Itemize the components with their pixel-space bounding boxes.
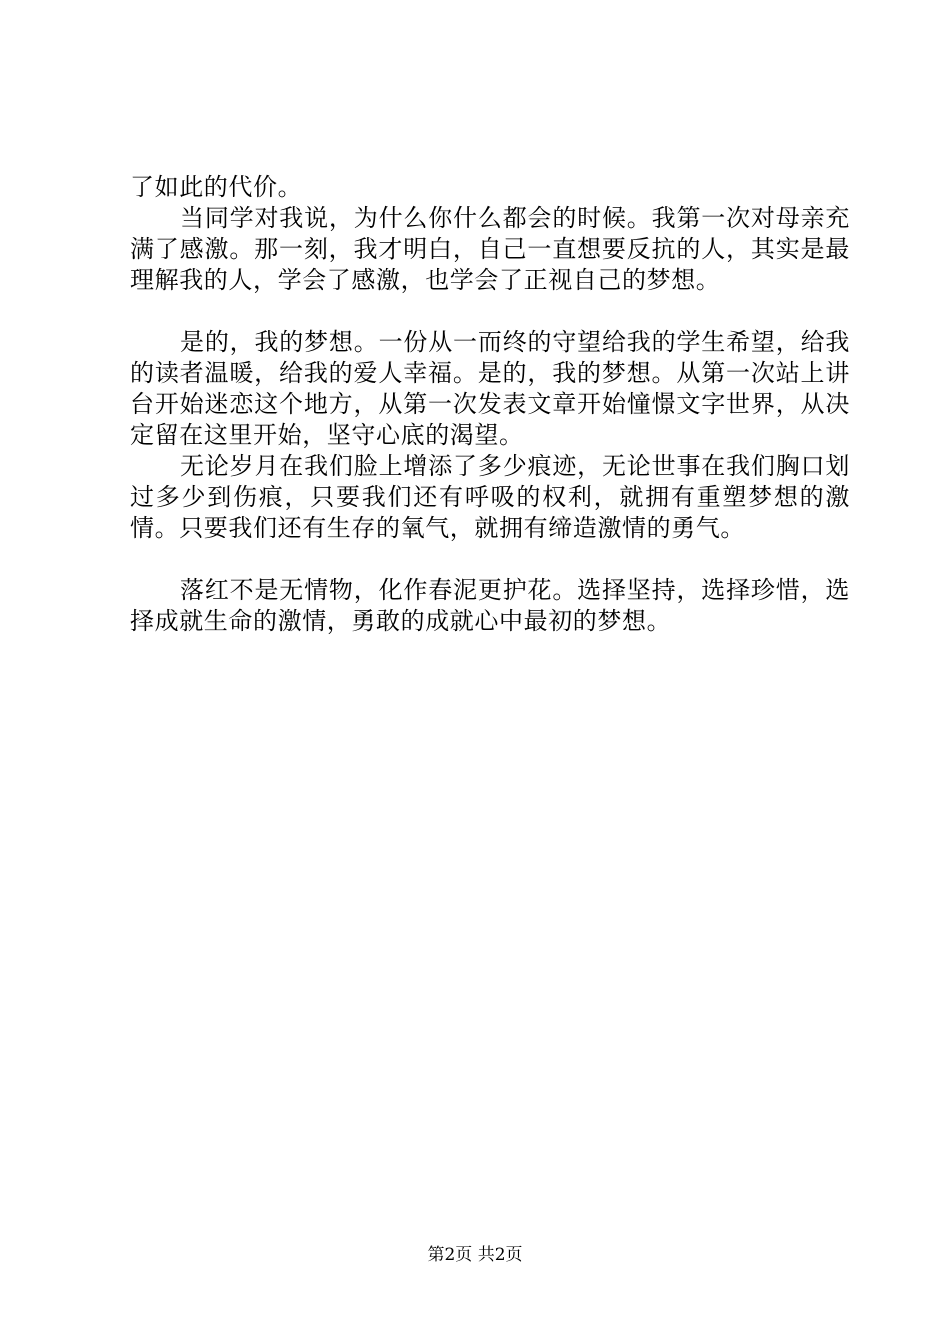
paragraph-conclusion: 落红不是无情物，化作春泥更护花。选择坚持，选择珍惜，选择成就生命的激情，勇敢的成就心中最初的梦想。 <box>130 576 850 635</box>
page-number-footer: 第2页 共2页 <box>427 1245 523 1265</box>
paragraph-my-dream: 是的，我的梦想。一份从一而终的守望给我的学生希望，给我的读者温暖，给我的爱人幸福。是的，我的梦想。从第一次站上讲台开始迷恋这个地方，从第一次发表文章开始憧憬文字世界，从决定留在这里开始，坚守心底的渴望。 <box>130 328 850 449</box>
paragraph-passion: 无论岁月在我们脸上增添了多少痕迹，无论世事在我们胸口划过多少到伤痕，只要我们还有呼吸的权利，就拥有重塑梦想的激情。只要我们还有生存的氧气，就拥有缔造激情的勇气。 <box>130 452 850 542</box>
paragraph-gratitude: 当同学对我说，为什么你什么都会的时候。我第一次对母亲充满了感激。那一刻，我才明白，自己一直想要反抗的人，其实是最理解我的人，学会了感激，也学会了正视自己的梦想。 <box>130 204 850 294</box>
document-body <box>130 172 850 637</box>
paragraph-continuation: 了如此的代价。 <box>130 173 303 201</box>
